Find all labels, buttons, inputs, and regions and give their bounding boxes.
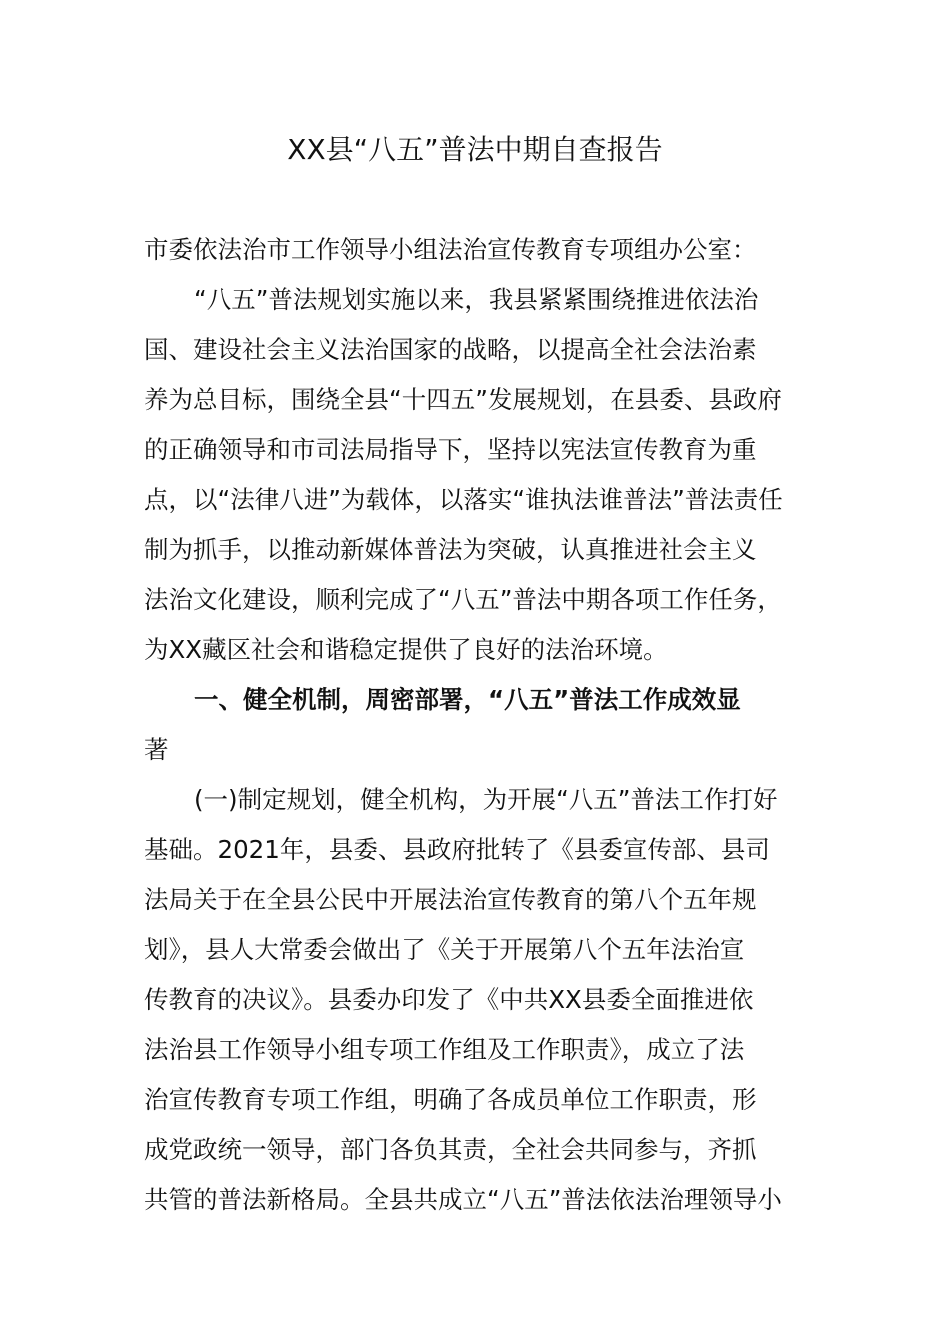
paragraph-line: 制为抓手，以推动新媒体普法为突破，认真推进社会主义 (144, 535, 757, 564)
paragraph-line: “八五”普法规划实施以来，我县紧紧围绕推进依法治 (194, 285, 759, 314)
section-heading: 一、健全机制，周密部署，“八五”普法工作成效显 (194, 685, 741, 714)
paragraph-line: 的正确领导和市司法局指导下，坚持以宪法宣传教育为重 (144, 435, 757, 464)
paragraph-line: 点，以“法律八进”为载体，以落实“谁执法谁普法”普法责任 (144, 485, 783, 514)
paragraph-line: (一)制定规划，健全机构，为开展“八五”普法工作打好 (194, 785, 778, 814)
paragraph-line: 法治文化建设，顺利完成了“八五”普法中期各项工作任务， (144, 585, 782, 614)
document-title: XX县“八五”普法中期自查报告 (287, 133, 663, 166)
paragraph-line: 共管的普法新格局。全县共成立“八五”普法依法治理领导小 (144, 1185, 782, 1214)
paragraph-line: 治宣传教育专项工作组，明确了各成员单位工作职责，形 (144, 1085, 757, 1114)
section-heading-continued: 著 (144, 735, 169, 764)
paragraph-line: 法局关于在全县公民中开展法治宣传教育的第八个五年规 (144, 885, 757, 914)
paragraph-line: 传教育的决议》。县委办印发了《中共XX县委全面推进依 (144, 985, 754, 1014)
paragraph-line: 划》，县人大常委会做出了《关于开展第八个五年法治宣 (144, 935, 745, 964)
paragraph-line: 为XX藏区社会和谐稳定提供了良好的法治环境。 (144, 635, 668, 664)
paragraph-line: 基础。2021年，县委、县政府批转了《县委宣传部、县司 (144, 835, 770, 864)
paragraph-line: 成党政统一领导，部门各负其责，全社会共同参与，齐抓 (144, 1135, 757, 1164)
paragraph-line: 国、建设社会主义法治国家的战略，以提高全社会法治素 (144, 335, 757, 364)
paragraph-line: 养为总目标，围绕全县“十四五”发展规划，在县委、县政府 (144, 385, 782, 414)
paragraph-line: 法治县工作领导小组专项工作组及工作职责》，成立了法 (144, 1035, 745, 1064)
salutation: 市委依法治市工作领导小组法治宣传教育专项组办公室： (144, 235, 757, 264)
